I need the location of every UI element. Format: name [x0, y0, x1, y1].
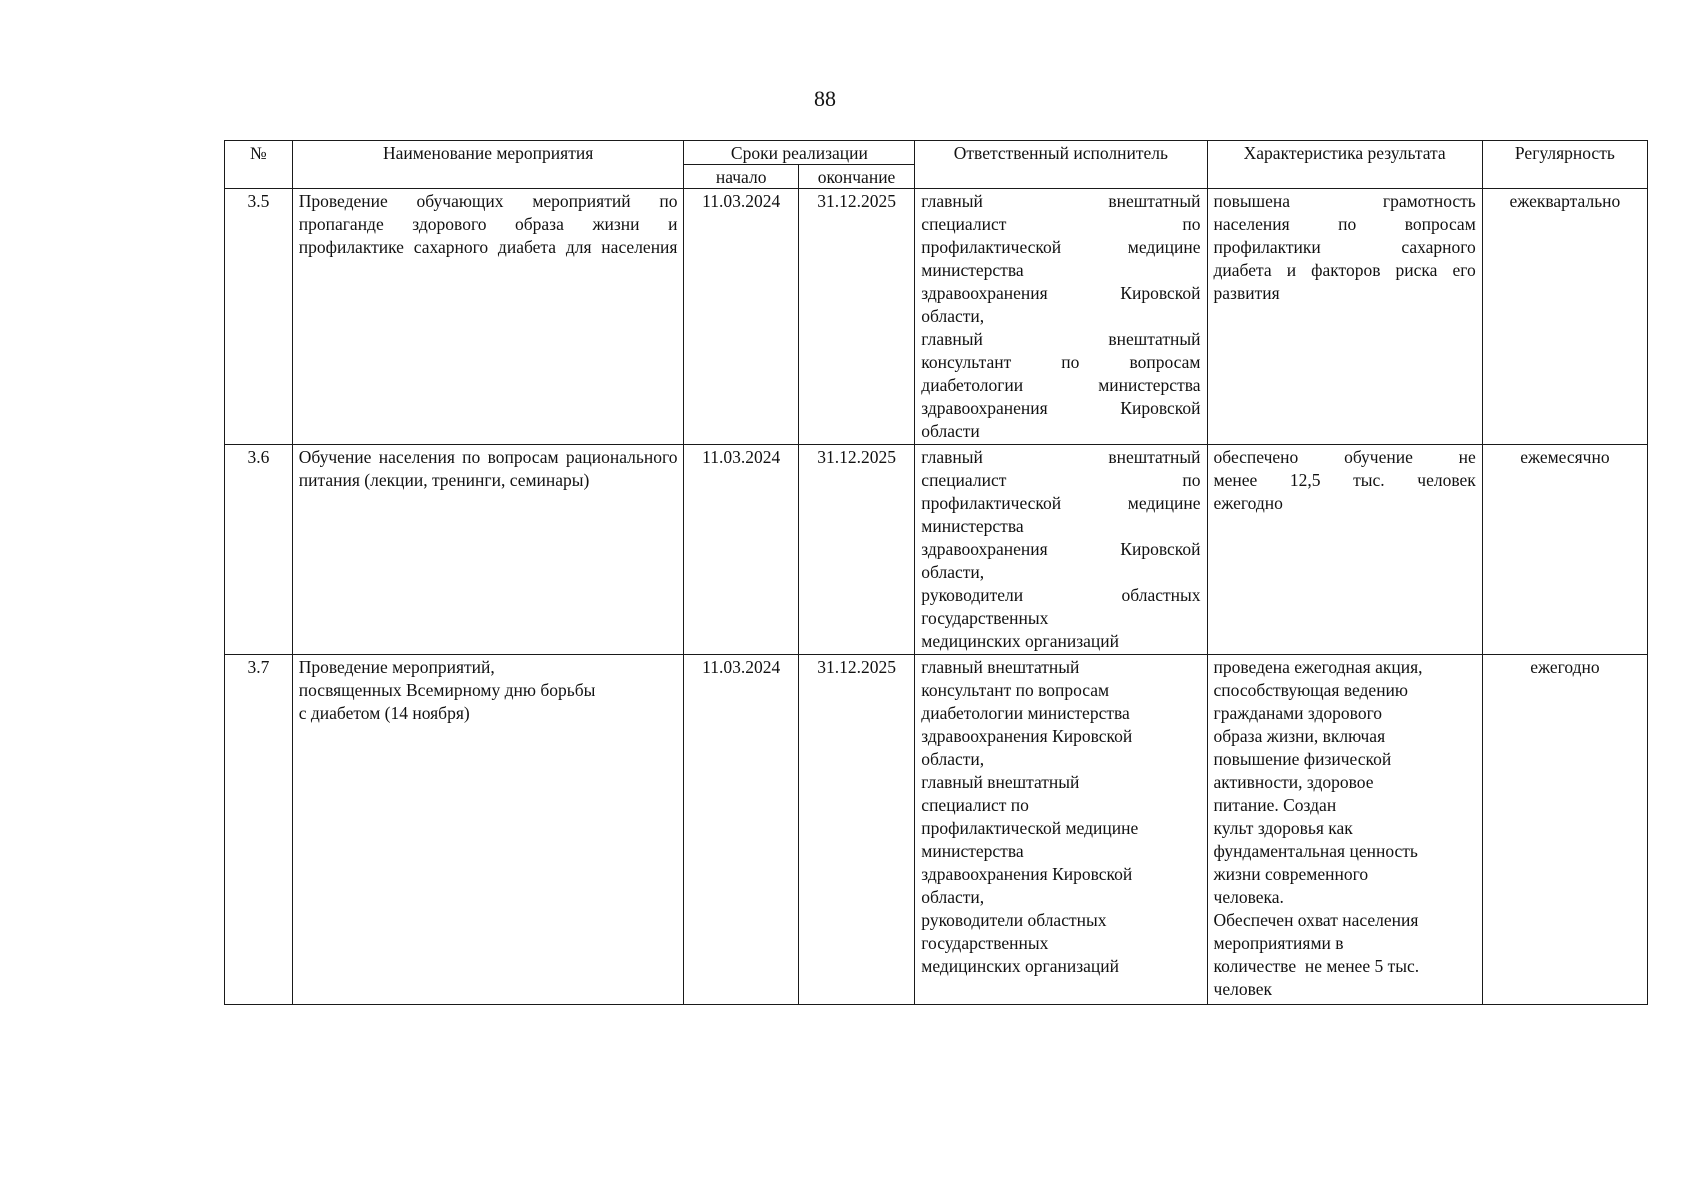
executor-line: министерства — [921, 516, 1024, 536]
activity-name-line: Проведение мероприятий, — [298, 657, 495, 677]
start-date: 11.03.2024 — [684, 445, 798, 655]
executor-line: консультант по вопросам — [921, 680, 1110, 700]
result-line: человека. — [1213, 887, 1284, 907]
executor-line: министерства — [921, 260, 1024, 280]
table-row-3-6 — [225, 445, 1648, 655]
executor-cell — [915, 655, 1207, 1005]
result-cell — [1207, 655, 1482, 1005]
executor-line: области — [921, 421, 980, 441]
result-line: способствующая ведению — [1213, 680, 1408, 700]
executor-line: области, — [921, 562, 985, 582]
executor-line: здравоохранения Кировской — [921, 864, 1133, 884]
regularity: ежеквартально — [1482, 189, 1647, 445]
result-line: проведена ежегодная акция, — [1213, 657, 1423, 677]
result-line: питание. Создан — [1213, 795, 1337, 815]
result-line: образа жизни, включая — [1213, 726, 1386, 746]
result-line: обеспечено обучение не — [1213, 447, 1476, 467]
result-line: профилактики сахарного — [1213, 237, 1476, 257]
header-regularity: Регулярность — [1482, 141, 1647, 189]
executor-line: медицинских организаций — [921, 631, 1119, 651]
header-start: начало — [684, 165, 798, 189]
executor-line: государственных — [921, 933, 1049, 953]
row-number: 3.5 — [225, 189, 293, 445]
header-result: Характеристика результата — [1207, 141, 1482, 189]
executor-cell — [915, 445, 1207, 655]
start-date: 11.03.2024 — [684, 189, 798, 445]
result-line: количестве не менее 5 тыс. — [1213, 956, 1420, 976]
executor-line: консультант по вопросам — [921, 352, 1201, 372]
end-date: 31.12.2025 — [798, 445, 914, 655]
executor-cell — [915, 189, 1207, 445]
executor-line: министерства — [921, 841, 1024, 861]
result-line: культ здоровья как — [1213, 818, 1353, 838]
executor-line: диабетологии министерства — [921, 375, 1201, 395]
header-schedule: Сроки реализации — [684, 141, 915, 165]
executor-line: главный внештатный — [921, 329, 1201, 349]
result-line: повышена грамотность — [1213, 191, 1476, 211]
result-line: менее 12,5 тыс. человек — [1213, 470, 1476, 490]
page-number: 88 — [814, 86, 836, 111]
result-line: фундаментальная ценность — [1213, 841, 1418, 861]
executor-line: здравоохранения Кировской — [921, 539, 1201, 559]
executor-line: области, — [921, 749, 985, 769]
activity-name-text: Обучение населения по вопросам рационального питания (лекции, тренинги, семинары) — [298, 447, 678, 490]
executor-line: специалист по — [921, 214, 1201, 234]
activity-name — [292, 445, 684, 655]
header-row — [225, 141, 1648, 165]
header-num: № — [225, 141, 293, 189]
executor-line: профилактической медицине — [921, 818, 1139, 838]
executor-line: главный внештатный — [921, 447, 1201, 467]
result-line: Обеспечен охват населения — [1213, 910, 1419, 930]
result-line: развития — [1213, 283, 1280, 303]
executor-line: специалист по — [921, 470, 1201, 490]
row-number: 3.6 — [225, 445, 293, 655]
header-name: Наименование мероприятия — [292, 141, 684, 189]
executor-line: руководители областных — [921, 910, 1107, 930]
activity-name — [292, 655, 684, 1005]
result-line: человек — [1213, 979, 1272, 999]
result-line: мероприятиями в — [1213, 933, 1344, 953]
result-cell — [1207, 189, 1482, 445]
executor-line: здравоохранения Кировской — [921, 283, 1201, 303]
end-date: 31.12.2025 — [798, 655, 914, 1005]
header-end: окончание — [798, 165, 914, 189]
executor-line: главный внештатный — [921, 191, 1201, 211]
executor-line: здравоохранения Кировской — [921, 398, 1201, 418]
result-cell — [1207, 445, 1482, 655]
result-line: гражданами здорового — [1213, 703, 1383, 723]
executor-line: специалист по — [921, 795, 1029, 815]
executor-line: диабетологии министерства — [921, 703, 1130, 723]
executor-line: здравоохранения Кировской — [921, 726, 1133, 746]
result-line: жизни современного — [1213, 864, 1369, 884]
start-date: 11.03.2024 — [684, 655, 798, 1005]
executor-line: профилактической медицине — [921, 237, 1201, 257]
activity-name-text: Проведение обучающих мероприятий по пропаганде здорового образа жизни и профилактике сахарного диабета для населения — [298, 191, 678, 257]
end-date: 31.12.2025 — [798, 189, 914, 445]
executor-line: области, — [921, 306, 985, 326]
result-line: диабета и факторов риска его — [1213, 260, 1476, 280]
executor-line: государственных — [921, 608, 1049, 628]
executor-line: главный внештатный — [921, 657, 1080, 677]
executor-line: главный внештатный — [921, 772, 1080, 792]
result-line: активности, здоровое — [1213, 772, 1374, 792]
result-line: ежегодно — [1213, 493, 1283, 513]
executor-line: медицинских организаций — [921, 956, 1119, 976]
activity-name-line: с диабетом (14 ноября) — [298, 703, 470, 723]
header-executor: Ответственный исполнитель — [915, 141, 1207, 189]
activities-table — [224, 140, 1648, 1005]
regularity: ежемесячно — [1482, 445, 1647, 655]
table-row-3-5 — [225, 189, 1648, 445]
activity-name-line: посвященных Всемирному дню борьбы — [298, 680, 596, 700]
executor-line: области, — [921, 887, 985, 907]
executor-line: руководители областных — [921, 585, 1201, 605]
result-line: повышение физической — [1213, 749, 1392, 769]
table-row-3-7 — [225, 655, 1648, 1005]
result-line: населения по вопросам — [1213, 214, 1476, 234]
activity-name — [292, 189, 684, 445]
regularity: ежегодно — [1482, 655, 1647, 1005]
executor-line: профилактической медицине — [921, 493, 1201, 513]
row-number: 3.7 — [225, 655, 293, 1005]
